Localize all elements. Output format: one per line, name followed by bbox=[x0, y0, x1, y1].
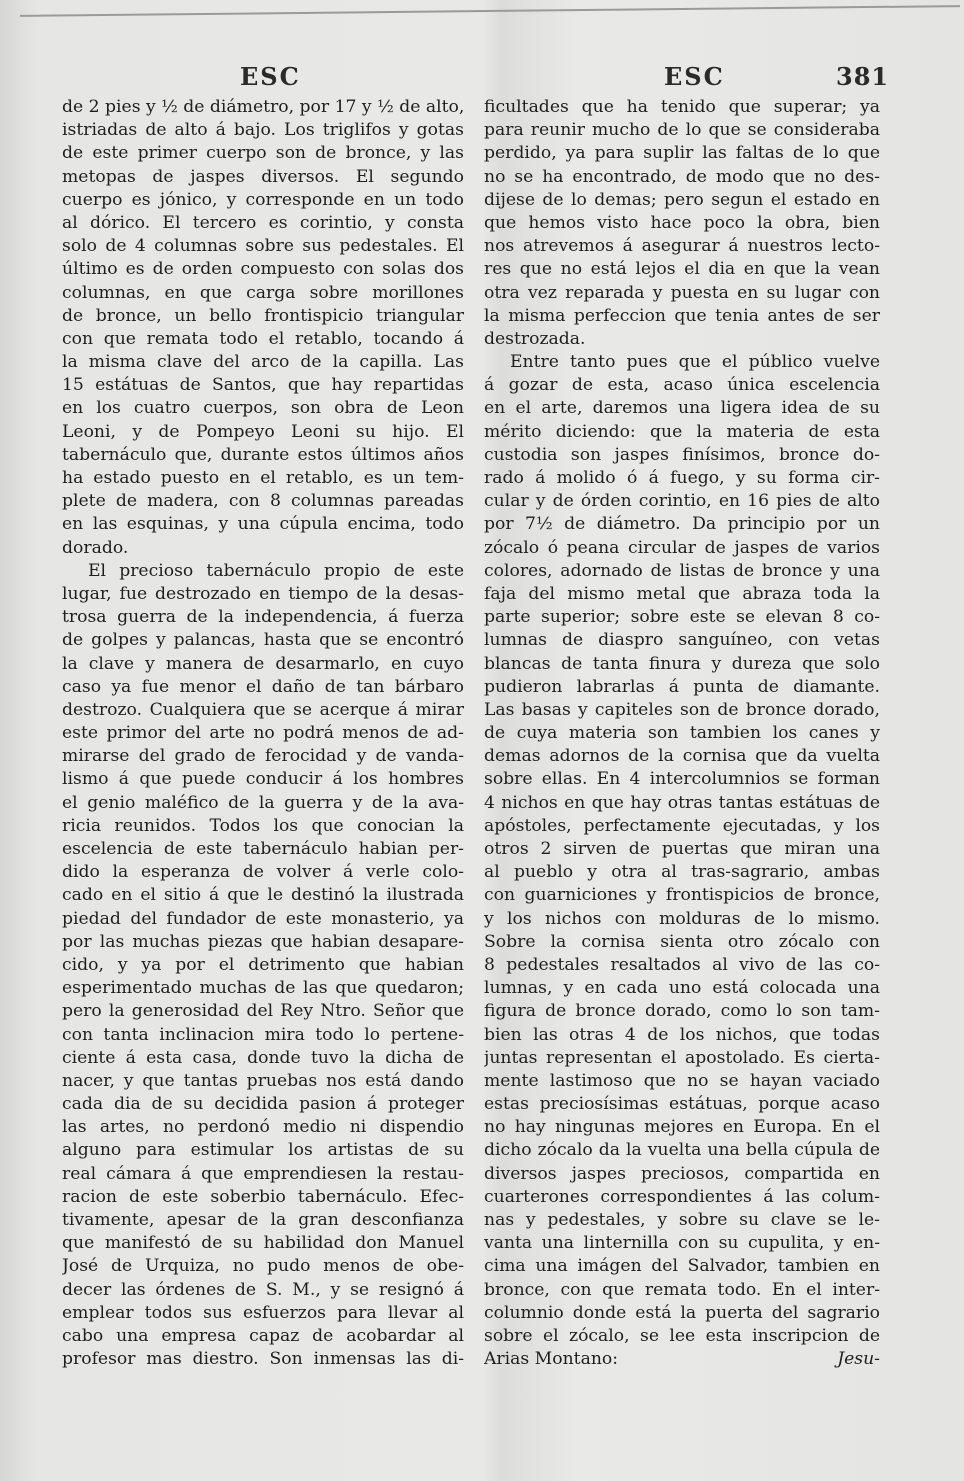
left-text-column bbox=[62, 96, 464, 1371]
text-line: la misma perfeccion que tenia antes de ser bbox=[484, 305, 880, 326]
text-line: lugar, fue destrozado en tiempo de la desas- bbox=[62, 583, 464, 604]
text-line: este primor del arte no podrá menos de ad- bbox=[62, 723, 464, 744]
text-line: custodia son jaspes finísimos, bronce do- bbox=[484, 444, 880, 465]
text-line: profesor mas diestro. Son inmensas las di- bbox=[62, 1349, 464, 1370]
text-line: destrozo. Cualquiera que se acerque á mirar bbox=[62, 699, 464, 720]
text-line: sobre el zócalo, se lee esta inscripcion de bbox=[484, 1325, 880, 1346]
text-line: al pueblo y otra al tras-sagrario, ambas bbox=[484, 862, 880, 883]
text-line: dijese de lo demas; pero segun el estado en bbox=[484, 189, 880, 210]
text-line: Las basas y capiteles son de bronce dorado, bbox=[484, 699, 880, 720]
text-line: ciente á esta casa, donde tuvo la dicha de bbox=[62, 1047, 464, 1068]
text-line: 4 nichos en que hay otras tantas estátuas de bbox=[484, 792, 880, 813]
text-line: apóstoles, perfectamente ejecutadas, y los bbox=[484, 815, 880, 836]
text-line: colores, adornado de listas de bronce y una bbox=[484, 560, 880, 581]
right-text-column bbox=[484, 96, 880, 1371]
text-line: bronce, con que remata todo. En el inter- bbox=[484, 1279, 880, 1300]
text-line: real cámara á que emprendiesen la restau- bbox=[62, 1163, 464, 1184]
text-line: 8 pedestales resaltados al vivo de las co- bbox=[484, 954, 880, 975]
running-head-right: ESC bbox=[664, 62, 725, 91]
text-line: la clave y manera de desarmarlo, en cuyo bbox=[62, 653, 464, 674]
text-line: de este primer cuerpo son de bronce, y las bbox=[62, 143, 464, 164]
text-line: plete de madera, con 8 columnas pareadas bbox=[62, 491, 464, 512]
text-line: lumnas, y en cada uno está colocada una bbox=[484, 978, 880, 999]
text-line: alguno para estimular los artistas de su bbox=[62, 1140, 464, 1161]
text-line: pudieron labrarlas á punta de diamante. bbox=[484, 676, 880, 697]
text-line: sobre ellas. En 4 intercolumnios se forman bbox=[484, 769, 880, 790]
text-line: dido la esperanza de volver á verle colo- bbox=[62, 862, 464, 883]
text-line: dicho zócalo da la vuelta una bella cúpula de bbox=[484, 1140, 880, 1161]
text-line: zócalo ó peana circular de jaspes de varios bbox=[484, 537, 880, 558]
text-line: lismo á que puede conducir á los hombres bbox=[62, 769, 464, 790]
text-line: de cuya materia son tambien los canes y bbox=[484, 723, 880, 744]
text-line: en los cuatro cuerpos, son obra de Leon bbox=[62, 398, 464, 419]
text-line: de bronce, un bello frontispicio triangular bbox=[62, 305, 464, 326]
text-line: solo de 4 columnas sobre sus pedestales. El bbox=[62, 236, 464, 257]
text-line: con guarniciones y frontispicios de bronce, bbox=[484, 885, 880, 906]
text-line: juntas representan el apostolado. Es cierta- bbox=[484, 1047, 880, 1068]
running-head-left: ESC bbox=[240, 62, 301, 91]
text-line: rado á molido ó á fuego, y su forma cir- bbox=[484, 468, 880, 488]
text-line: Leoni, y de Pompeyo Leoni su hijo. El bbox=[62, 421, 464, 442]
text-line: dorado. bbox=[62, 537, 129, 558]
text-line: no hay ningunas mejores en Europa. En el bbox=[484, 1117, 880, 1138]
text-line: istriadas de alto á bajo. Los triglifos y gotas bbox=[62, 120, 464, 141]
text-line: de golpes y palancas, hasta que se encontró bbox=[62, 630, 464, 651]
text-line: el genio maléfico de la guerra y de la ava- bbox=[62, 792, 464, 813]
text-line: faja del mismo metal que abraza toda la bbox=[484, 583, 880, 604]
text-line: Sobre la cornisa sienta otro zócalo con bbox=[484, 931, 880, 952]
text-line: esperimentado muchas de las que quedaron; bbox=[62, 978, 464, 999]
text-line: en el arte, daremos una ligera idea de su bbox=[484, 398, 880, 419]
text-line: pero la generosidad del Rey Ntro. Señor que bbox=[62, 1001, 464, 1022]
text-line: cabo una empresa capaz de acobardar al bbox=[62, 1325, 464, 1346]
text-line: estas preciosísimas estátuas, porque acaso bbox=[484, 1094, 880, 1115]
text-line: cular y de órden corintio, en 16 pies de alto bbox=[484, 491, 880, 512]
text-line: ficultades que ha tenido que superar; ya bbox=[484, 97, 880, 117]
text-line: nacer, y que tantas pruebas nos está dando bbox=[62, 1070, 464, 1091]
text-line: columnio donde está la puerta del sagrario bbox=[484, 1302, 880, 1323]
text-line: blancas de tanta finura y dureza que solo bbox=[484, 653, 880, 674]
text-line: emplear todos sus esfuerzos para llevar al bbox=[62, 1302, 464, 1323]
text-line: mente lastimoso que no se hayan vaciado bbox=[484, 1070, 880, 1091]
text-line: que manifestó de su habilidad don Manuel bbox=[62, 1233, 464, 1254]
text-line: las artes, no perdonó medio ni dispendio bbox=[62, 1117, 464, 1138]
text-line: otra vez reparada y puesta en su lugar con bbox=[484, 282, 880, 303]
text-line: con tanta inclinacion mira todo lo pertene- bbox=[62, 1024, 464, 1045]
text-line: caso ya fue menor el daño de tan bárbaro bbox=[62, 676, 464, 697]
text-line: columnas, en que carga sobre morillones bbox=[62, 282, 464, 303]
text-line: nos atrevemos á asegurar á nuestros lecto- bbox=[484, 236, 880, 257]
page-top-edge bbox=[20, 5, 960, 17]
text-line: destrozada. bbox=[484, 328, 586, 349]
text-line: nas y pedestales, y sobre su clave se le- bbox=[484, 1210, 880, 1230]
text-line: cuarterones correspondientes á las colum- bbox=[484, 1186, 880, 1207]
text-line: Arias Montano: Jesu- bbox=[484, 1348, 880, 1371]
text-line: 15 estátuas de Santos, que hay repartidas bbox=[62, 375, 464, 396]
text-line: demas adornos de la cornisa que da vuelta bbox=[484, 746, 880, 767]
text-line: bien las otras 4 de los nichos, que todas bbox=[484, 1024, 880, 1045]
text-line: piedad del fundador de este monasterio, ya bbox=[62, 908, 464, 929]
text-line: escelencia de este tabernáculo habian per- bbox=[62, 839, 464, 859]
text-line: cido, y ya por el detrimento que habian bbox=[62, 954, 464, 975]
text-line: José de Urquiza, no pudo menos de obe- bbox=[62, 1256, 464, 1277]
text-line: trosa guerra de la independencia, á fuerza bbox=[62, 607, 464, 628]
text-line: res que no está lejos el dia en que la vean bbox=[484, 259, 880, 280]
catchword: Jesu- bbox=[837, 1349, 880, 1370]
text-line: de 2 pies y ½ de diámetro, por 17 y ½ de alto, bbox=[62, 97, 464, 117]
text-line: El precioso tabernáculo propio de este bbox=[88, 560, 464, 581]
text-line: Entre tanto pues que el público vuelve bbox=[510, 352, 880, 373]
text-line: y los nichos con molduras de lo mismo. bbox=[484, 908, 880, 929]
text-line: decer las órdenes de S. M., y se resignó á bbox=[62, 1279, 464, 1300]
text-line: vanta una linternilla con su cupulita, y en- bbox=[484, 1233, 880, 1254]
text-line: para reunir mucho de lo que se consideraba bbox=[484, 120, 880, 141]
text-line: cima una imágen del Salvador, tambien en bbox=[484, 1256, 880, 1277]
text-line: al dórico. El tercero es corintio, y consta bbox=[62, 212, 464, 233]
text-line: ricia reunidos. Todos los que conocian la bbox=[62, 815, 464, 836]
text-line: cado en el sitio á que le destinó la ilustrada bbox=[62, 885, 464, 906]
text-line: la misma clave del arco de la capilla. Las bbox=[62, 352, 464, 373]
text-line: que hemos visto hace poco la obra, bien bbox=[484, 212, 880, 233]
text-line: metopas de jaspes diversos. El segundo bbox=[62, 166, 464, 187]
text-line: otros 2 sirven de puertas que miran una bbox=[484, 839, 880, 859]
text-line: último es de orden compuesto con solas dos bbox=[62, 259, 464, 280]
text-line: tabernáculo que, durante estos últimos años bbox=[62, 444, 464, 465]
text-line: por las muchas piezas que habian desapare- bbox=[62, 931, 464, 952]
text-line: mirarse del grado de ferocidad y de vanda- bbox=[62, 746, 464, 767]
text-line: perdido, ya para suplir las faltas de lo que bbox=[484, 143, 880, 164]
text-line: cuerpo es jónico, y corresponde en un todo bbox=[62, 189, 464, 210]
text-line: por 7½ de diámetro. Da principio por un bbox=[484, 514, 880, 535]
text-line: mérito diciendo: que la materia de esta bbox=[484, 421, 880, 442]
text-line: diversos jaspes preciosos, compartida en bbox=[484, 1163, 880, 1184]
text-line: á gozar de esta, acaso única escelencia bbox=[484, 375, 880, 396]
text-line: ha estado puesto en el retablo, es un tem- bbox=[62, 468, 464, 488]
text-line: lumnas de diaspro sanguíneo, con vetas bbox=[484, 630, 880, 651]
text-line: figura de bronce dorado, como lo son tam- bbox=[484, 1001, 880, 1022]
text-line: no se ha encontrado, de modo que no des- bbox=[484, 166, 880, 187]
text-line: racion de este soberbio tabernáculo. Efec- bbox=[62, 1186, 464, 1207]
text-line: en las esquinas, y una cúpula encima, todo bbox=[62, 514, 464, 535]
text-line: con que remata todo el retablo, tocando á bbox=[62, 328, 464, 349]
text-line: cada dia de su decidida pasion á proteger bbox=[62, 1094, 464, 1115]
page-number: 381 bbox=[836, 62, 890, 91]
text-line: parte superior; sobre este se elevan 8 co- bbox=[484, 607, 880, 628]
text-line: tivamente, apesar de la gran desconfianza bbox=[62, 1210, 464, 1230]
